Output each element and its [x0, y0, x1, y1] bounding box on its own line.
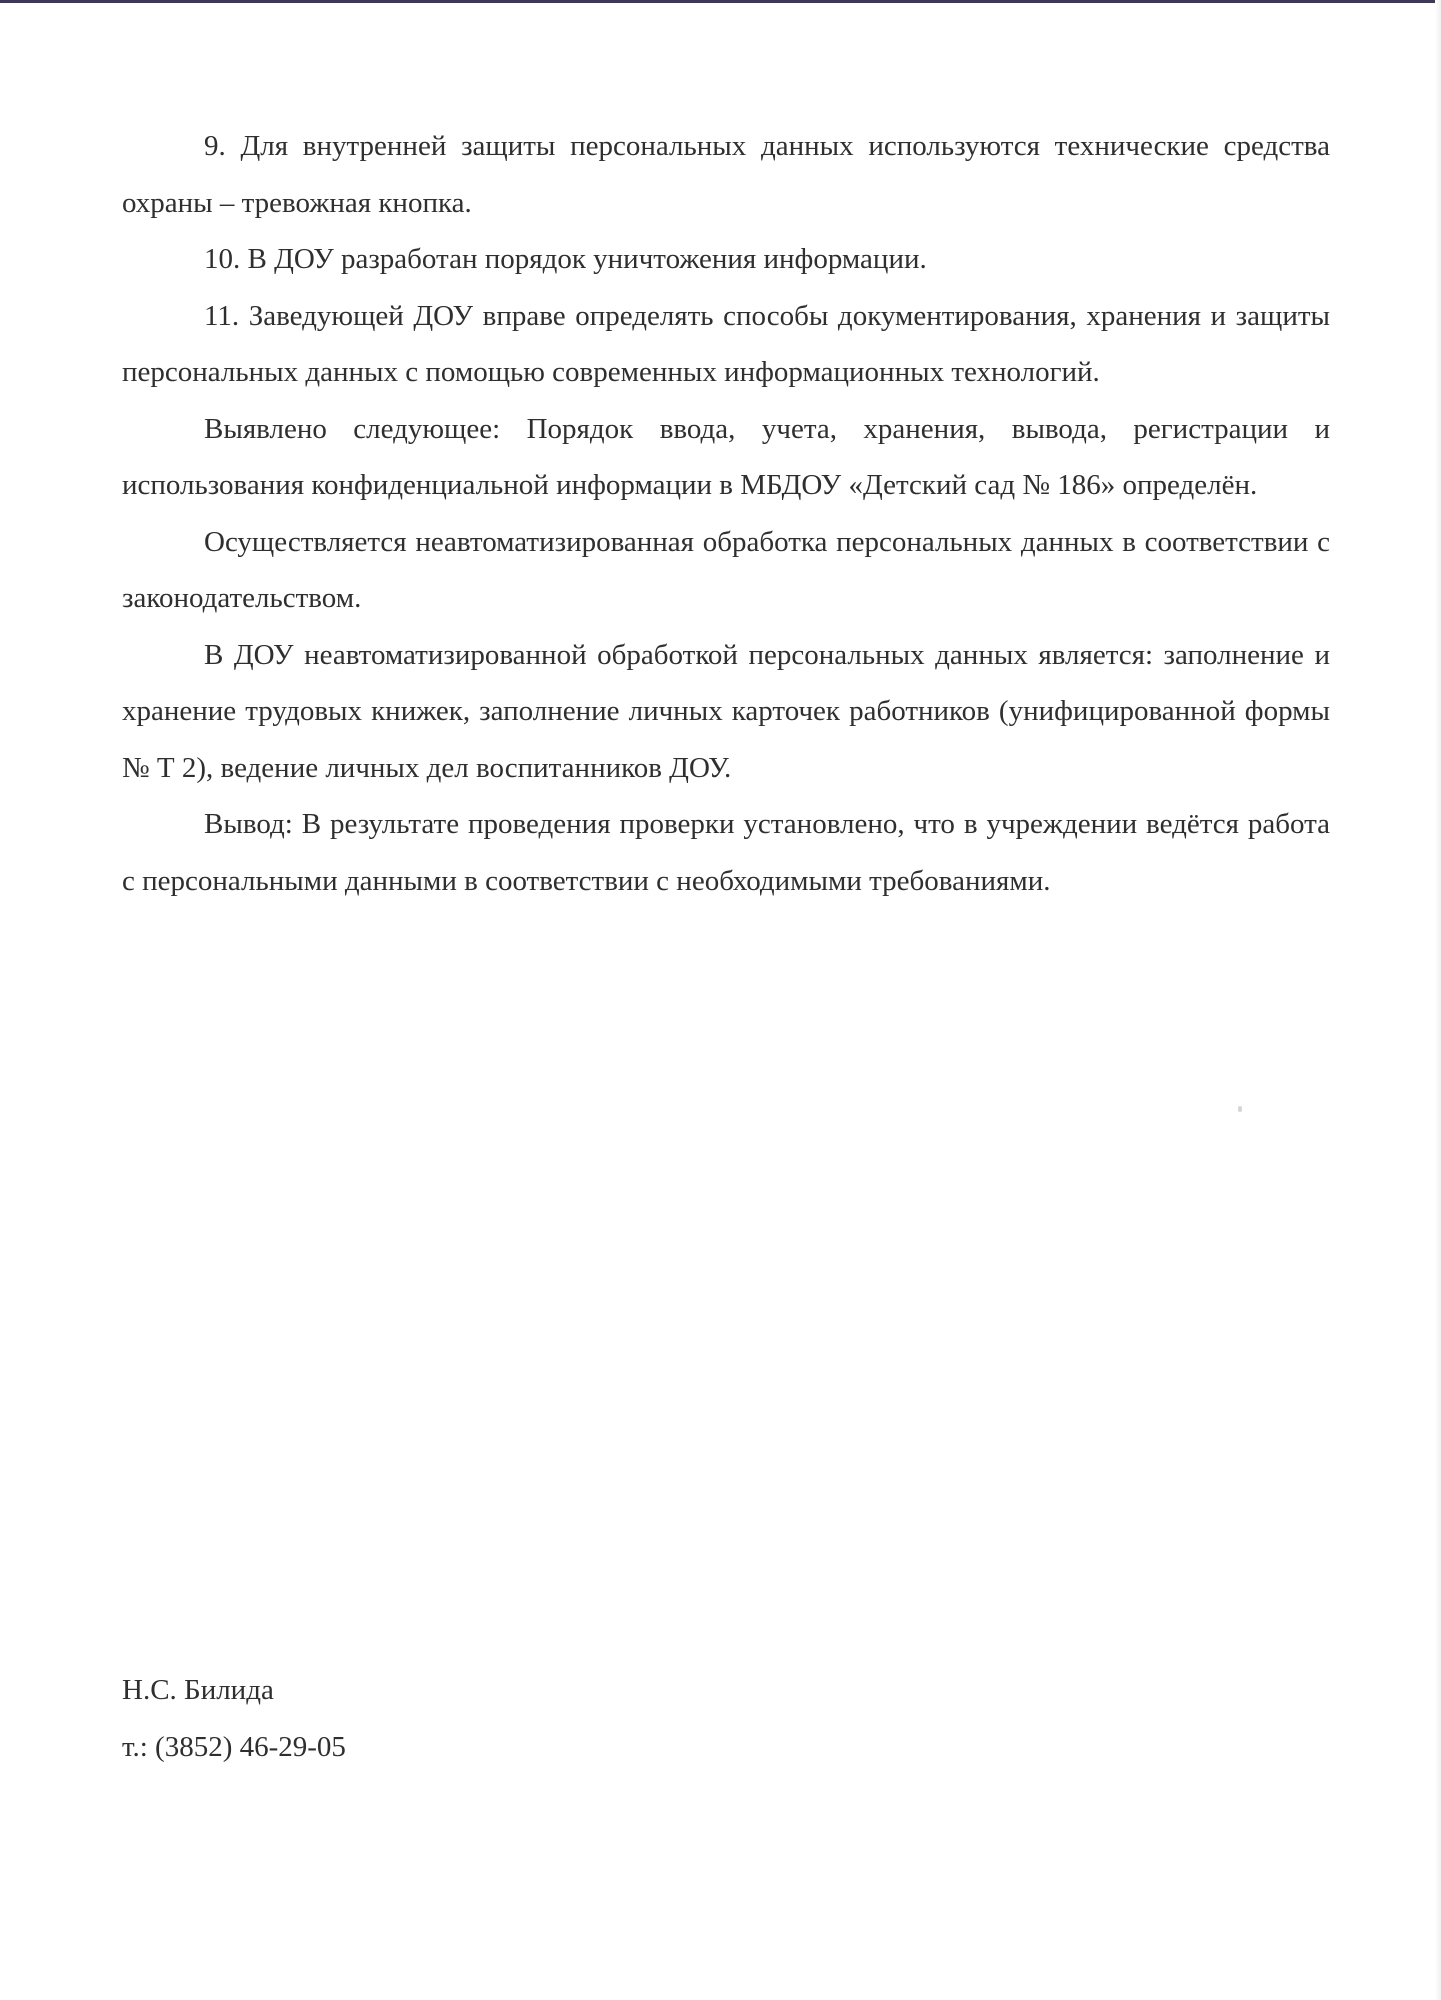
- signatory-name: Н.С. Билида: [122, 1674, 274, 1706]
- signatory-phone: т.: (3852) 46-29-05: [122, 1730, 346, 1763]
- paragraph-findings: Выявлено следующее: Порядок ввода, учета, хранения, вывода, регистрации и использования конфиденциальной информации в МБДОУ «Детский сад № 186» определён.: [122, 412, 1330, 501]
- paragraph-processing-details: В ДОУ неавтоматизированной обработкой персональных данных является: заполнение и хранение трудовых книжек, заполнение личных карточек работников (унифицированной формы № Т 2), ведение личных дел воспитанников ДОУ.: [122, 638, 1330, 784]
- paragraph-item-10: 10. В ДОУ разработан порядок уничтожения информации.: [204, 243, 927, 275]
- signature-block: [122, 1662, 346, 1775]
- document-body: [122, 118, 1330, 909]
- paragraph-item-11: 11. Заведующей ДОУ вправе определять способы документирования, хранения и защиты персональных данных с помощью современных информационных технологий.: [122, 299, 1330, 388]
- scan-speck: [1238, 1106, 1242, 1112]
- scan-right-edge: [1435, 0, 1441, 2000]
- scan-top-edge: [0, 0, 1441, 3]
- paragraph-processing: Осуществляется неавтоматизированная обработка персональных данных в соответствии с законодательством.: [122, 525, 1330, 614]
- paragraph-item-9: 9. Для внутренней защиты персональных данных используются технические средства охраны – тревожная кнопка.: [122, 130, 1330, 219]
- paragraph-conclusion: Вывод: В результате проведения проверки установлено, что в учреждении ведётся работа с персональными данными в соответствии с необходимыми требованиями.: [122, 808, 1330, 897]
